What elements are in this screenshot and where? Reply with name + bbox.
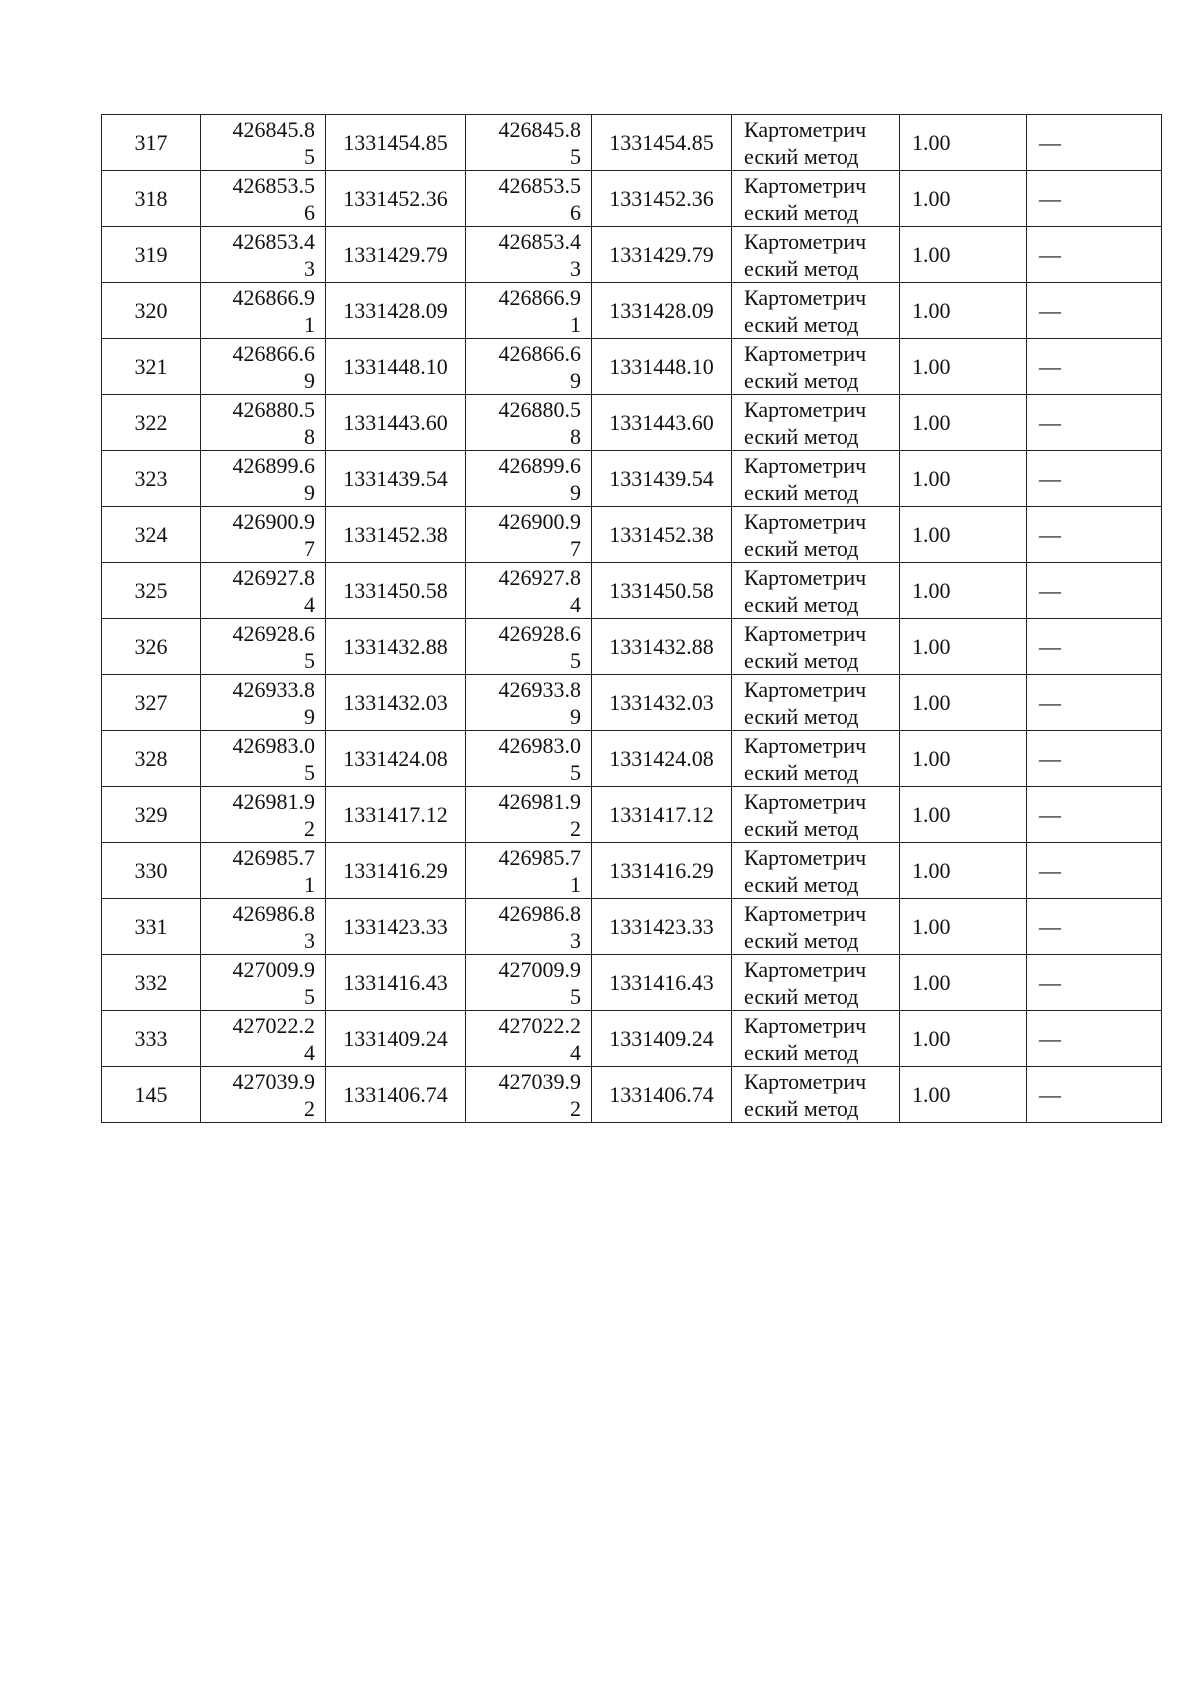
note-cell: — (1027, 899, 1162, 955)
note-cell: — (1027, 675, 1162, 731)
accuracy-cell: 1.00 (900, 171, 1027, 227)
x-coordinate-existing-cell (201, 227, 326, 283)
table-row (102, 899, 1162, 955)
y-coordinate-new-cell: 1331432.88 (592, 619, 732, 675)
method-cell (732, 395, 900, 451)
y-coordinate-new-cell: 1331443.60 (592, 395, 732, 451)
x-coordinate-existing-value: 426866.6 9 (232, 340, 315, 393)
x-coordinate-new-cell (466, 955, 592, 1011)
x-coordinate-existing-value: 426928.6 5 (232, 620, 315, 673)
note-cell: — (1027, 1011, 1162, 1067)
accuracy-cell: 1.00 (900, 115, 1027, 171)
note-cell: — (1027, 731, 1162, 787)
method-cell (732, 227, 900, 283)
note-cell: — (1027, 507, 1162, 563)
x-coordinate-new-value: 426933.8 9 (498, 676, 581, 729)
x-coordinate-existing-cell (201, 899, 326, 955)
y-coordinate-existing-cell: 1331416.29 (326, 843, 466, 899)
x-coordinate-new-value: 427039.9 2 (498, 1068, 581, 1121)
x-coordinate-new-value: 426853.5 6 (498, 172, 581, 225)
point-number-cell: 145 (102, 1067, 201, 1123)
table-row (102, 731, 1162, 787)
y-coordinate-existing-cell: 1331424.08 (326, 731, 466, 787)
x-coordinate-existing-cell (201, 955, 326, 1011)
x-coordinate-existing-cell (201, 619, 326, 675)
x-coordinate-existing-value: 427009.9 5 (232, 956, 315, 1009)
x-coordinate-existing-value: 426985.7 1 (232, 844, 315, 897)
x-coordinate-existing-value: 426986.8 3 (232, 900, 315, 953)
table-row (102, 227, 1162, 283)
x-coordinate-new-cell (466, 1067, 592, 1123)
y-coordinate-new-cell: 1331429.79 (592, 227, 732, 283)
point-number-cell: 326 (102, 619, 201, 675)
method-value: Картометрич еский метод (744, 340, 867, 393)
coordinates-table (101, 114, 1162, 1123)
table-row (102, 171, 1162, 227)
method-cell (732, 955, 900, 1011)
method-value: Картометрич еский метод (744, 676, 867, 729)
point-number-cell: 318 (102, 171, 201, 227)
point-number-cell: 319 (102, 227, 201, 283)
x-coordinate-existing-cell (201, 563, 326, 619)
x-coordinate-new-value: 426983.0 5 (498, 732, 581, 785)
x-coordinate-existing-value: 426899.6 9 (232, 452, 315, 505)
method-value: Картометрич еский метод (744, 564, 867, 617)
x-coordinate-existing-cell (201, 451, 326, 507)
x-coordinate-existing-value: 426866.9 1 (232, 284, 315, 337)
method-cell (732, 899, 900, 955)
note-cell: — (1027, 115, 1162, 171)
accuracy-cell: 1.00 (900, 451, 1027, 507)
accuracy-cell: 1.00 (900, 955, 1027, 1011)
x-coordinate-existing-value: 426983.0 5 (232, 732, 315, 785)
method-cell (732, 843, 900, 899)
method-value: Картометрич еский метод (744, 844, 867, 897)
x-coordinate-existing-value: 426845.8 5 (232, 116, 315, 169)
x-coordinate-existing-cell (201, 115, 326, 171)
x-coordinate-existing-value: 426853.4 3 (232, 228, 315, 281)
table-row (102, 843, 1162, 899)
accuracy-cell: 1.00 (900, 899, 1027, 955)
y-coordinate-new-cell: 1331450.58 (592, 563, 732, 619)
x-coordinate-existing-cell (201, 675, 326, 731)
x-coordinate-new-value: 426986.8 3 (498, 900, 581, 953)
method-value: Картометрич еский метод (744, 508, 867, 561)
accuracy-cell: 1.00 (900, 1067, 1027, 1123)
accuracy-cell: 1.00 (900, 563, 1027, 619)
note-cell: — (1027, 227, 1162, 283)
x-coordinate-existing-cell (201, 171, 326, 227)
method-value: Картометрич еский метод (744, 1012, 867, 1065)
x-coordinate-new-cell (466, 731, 592, 787)
note-cell: — (1027, 563, 1162, 619)
x-coordinate-existing-cell (201, 843, 326, 899)
point-number-cell: 333 (102, 1011, 201, 1067)
table-row (102, 1011, 1162, 1067)
x-coordinate-existing-cell (201, 1067, 326, 1123)
x-coordinate-new-value: 426928.6 5 (498, 620, 581, 673)
method-cell (732, 283, 900, 339)
y-coordinate-existing-cell: 1331423.33 (326, 899, 466, 955)
x-coordinate-existing-value: 427022.2 4 (232, 1012, 315, 1065)
point-number-cell: 322 (102, 395, 201, 451)
y-coordinate-new-cell: 1331452.38 (592, 507, 732, 563)
x-coordinate-new-cell (466, 395, 592, 451)
x-coordinate-new-cell (466, 339, 592, 395)
x-coordinate-existing-value: 426900.9 7 (232, 508, 315, 561)
x-coordinate-new-value: 426853.4 3 (498, 228, 581, 281)
y-coordinate-existing-cell: 1331432.03 (326, 675, 466, 731)
y-coordinate-existing-cell: 1331432.88 (326, 619, 466, 675)
x-coordinate-new-cell (466, 1011, 592, 1067)
table-row (102, 283, 1162, 339)
x-coordinate-existing-cell (201, 1011, 326, 1067)
x-coordinate-new-cell (466, 675, 592, 731)
accuracy-cell: 1.00 (900, 395, 1027, 451)
point-number-cell: 320 (102, 283, 201, 339)
y-coordinate-new-cell: 1331409.24 (592, 1011, 732, 1067)
coordinates-table-body (102, 115, 1162, 1123)
x-coordinate-new-cell (466, 619, 592, 675)
method-cell (732, 619, 900, 675)
x-coordinate-existing-cell (201, 339, 326, 395)
point-number-cell: 330 (102, 843, 201, 899)
accuracy-cell: 1.00 (900, 731, 1027, 787)
x-coordinate-existing-value: 426981.9 2 (232, 788, 315, 841)
y-coordinate-existing-cell: 1331454.85 (326, 115, 466, 171)
accuracy-cell: 1.00 (900, 227, 1027, 283)
x-coordinate-existing-value: 426853.5 6 (232, 172, 315, 225)
point-number-cell: 327 (102, 675, 201, 731)
method-cell (732, 563, 900, 619)
y-coordinate-existing-cell: 1331448.10 (326, 339, 466, 395)
note-cell: — (1027, 395, 1162, 451)
table-row (102, 563, 1162, 619)
method-value: Картометрич еский метод (744, 1068, 867, 1121)
table-row (102, 451, 1162, 507)
note-cell: — (1027, 955, 1162, 1011)
y-coordinate-existing-cell: 1331409.24 (326, 1011, 466, 1067)
y-coordinate-existing-cell: 1331406.74 (326, 1067, 466, 1123)
point-number-cell: 325 (102, 563, 201, 619)
y-coordinate-new-cell: 1331416.43 (592, 955, 732, 1011)
y-coordinate-new-cell: 1331417.12 (592, 787, 732, 843)
accuracy-cell: 1.00 (900, 675, 1027, 731)
point-number-cell: 328 (102, 731, 201, 787)
y-coordinate-new-cell: 1331439.54 (592, 451, 732, 507)
method-cell (732, 451, 900, 507)
note-cell: — (1027, 171, 1162, 227)
x-coordinate-new-value: 426866.6 9 (498, 340, 581, 393)
y-coordinate-existing-cell: 1331429.79 (326, 227, 466, 283)
accuracy-cell: 1.00 (900, 619, 1027, 675)
x-coordinate-new-value: 426985.7 1 (498, 844, 581, 897)
x-coordinate-new-value: 426845.8 5 (498, 116, 581, 169)
x-coordinate-existing-cell (201, 731, 326, 787)
accuracy-cell: 1.00 (900, 787, 1027, 843)
y-coordinate-new-cell: 1331424.08 (592, 731, 732, 787)
x-coordinate-new-cell (466, 507, 592, 563)
x-coordinate-new-cell (466, 227, 592, 283)
method-cell (732, 507, 900, 563)
x-coordinate-new-cell (466, 899, 592, 955)
x-coordinate-existing-value: 426927.8 4 (232, 564, 315, 617)
y-coordinate-new-cell: 1331416.29 (592, 843, 732, 899)
accuracy-cell: 1.00 (900, 507, 1027, 563)
y-coordinate-new-cell: 1331406.74 (592, 1067, 732, 1123)
y-coordinate-new-cell: 1331452.36 (592, 171, 732, 227)
method-value: Картометрич еский метод (744, 788, 867, 841)
method-cell (732, 731, 900, 787)
table-row (102, 339, 1162, 395)
point-number-cell: 332 (102, 955, 201, 1011)
x-coordinate-new-value: 426981.9 2 (498, 788, 581, 841)
note-cell: — (1027, 339, 1162, 395)
point-number-cell: 321 (102, 339, 201, 395)
y-coordinate-new-cell: 1331423.33 (592, 899, 732, 955)
method-value: Картометрич еский метод (744, 900, 867, 953)
y-coordinate-existing-cell: 1331428.09 (326, 283, 466, 339)
note-cell: — (1027, 843, 1162, 899)
method-cell (732, 339, 900, 395)
x-coordinate-existing-cell (201, 507, 326, 563)
method-value: Картометрич еский метод (744, 284, 867, 337)
accuracy-cell: 1.00 (900, 843, 1027, 899)
note-cell: — (1027, 451, 1162, 507)
x-coordinate-new-cell (466, 787, 592, 843)
method-value: Картометрич еский метод (744, 228, 867, 281)
table-row (102, 115, 1162, 171)
x-coordinate-new-value: 427022.2 4 (498, 1012, 581, 1065)
method-value: Картометрич еский метод (744, 396, 867, 449)
method-value: Картометрич еский метод (744, 172, 867, 225)
x-coordinate-new-value: 426899.6 9 (498, 452, 581, 505)
point-number-cell: 331 (102, 899, 201, 955)
x-coordinate-new-value: 426866.9 1 (498, 284, 581, 337)
accuracy-cell: 1.00 (900, 283, 1027, 339)
x-coordinate-existing-value: 427039.9 2 (232, 1068, 315, 1121)
x-coordinate-existing-cell (201, 395, 326, 451)
x-coordinate-new-value: 427009.9 5 (498, 956, 581, 1009)
x-coordinate-existing-value: 426933.8 9 (232, 676, 315, 729)
y-coordinate-existing-cell: 1331416.43 (326, 955, 466, 1011)
note-cell: — (1027, 787, 1162, 843)
method-cell (732, 1011, 900, 1067)
x-coordinate-existing-cell (201, 283, 326, 339)
y-coordinate-existing-cell: 1331417.12 (326, 787, 466, 843)
y-coordinate-new-cell: 1331454.85 (592, 115, 732, 171)
x-coordinate-new-cell (466, 171, 592, 227)
y-coordinate-new-cell: 1331448.10 (592, 339, 732, 395)
y-coordinate-existing-cell: 1331452.36 (326, 171, 466, 227)
table-row (102, 955, 1162, 1011)
table-row (102, 1067, 1162, 1123)
accuracy-cell: 1.00 (900, 339, 1027, 395)
x-coordinate-new-cell (466, 563, 592, 619)
y-coordinate-new-cell: 1331428.09 (592, 283, 732, 339)
note-cell: — (1027, 619, 1162, 675)
note-cell: — (1027, 1067, 1162, 1123)
point-number-cell: 317 (102, 115, 201, 171)
method-cell (732, 675, 900, 731)
table-row (102, 507, 1162, 563)
y-coordinate-existing-cell: 1331443.60 (326, 395, 466, 451)
point-number-cell: 324 (102, 507, 201, 563)
y-coordinate-existing-cell: 1331439.54 (326, 451, 466, 507)
x-coordinate-new-value: 426927.8 4 (498, 564, 581, 617)
accuracy-cell: 1.00 (900, 1011, 1027, 1067)
method-value: Картометрич еский метод (744, 620, 867, 673)
method-value: Картометрич еский метод (744, 732, 867, 785)
method-value: Картометрич еский метод (744, 956, 867, 1009)
point-number-cell: 329 (102, 787, 201, 843)
method-cell (732, 171, 900, 227)
x-coordinate-new-value: 426900.9 7 (498, 508, 581, 561)
y-coordinate-new-cell: 1331432.03 (592, 675, 732, 731)
method-cell (732, 787, 900, 843)
x-coordinate-new-cell (466, 283, 592, 339)
method-value: Картометрич еский метод (744, 116, 867, 169)
x-coordinate-new-cell (466, 451, 592, 507)
x-coordinate-new-cell (466, 115, 592, 171)
x-coordinate-existing-cell (201, 787, 326, 843)
note-cell: — (1027, 283, 1162, 339)
x-coordinate-existing-value: 426880.5 8 (232, 396, 315, 449)
table-row (102, 787, 1162, 843)
x-coordinate-new-value: 426880.5 8 (498, 396, 581, 449)
method-cell (732, 115, 900, 171)
method-cell (732, 1067, 900, 1123)
table-row (102, 395, 1162, 451)
y-coordinate-existing-cell: 1331450.58 (326, 563, 466, 619)
table-row (102, 619, 1162, 675)
method-value: Картометрич еский метод (744, 452, 867, 505)
x-coordinate-new-cell (466, 843, 592, 899)
point-number-cell: 323 (102, 451, 201, 507)
table-row (102, 675, 1162, 731)
y-coordinate-existing-cell: 1331452.38 (326, 507, 466, 563)
